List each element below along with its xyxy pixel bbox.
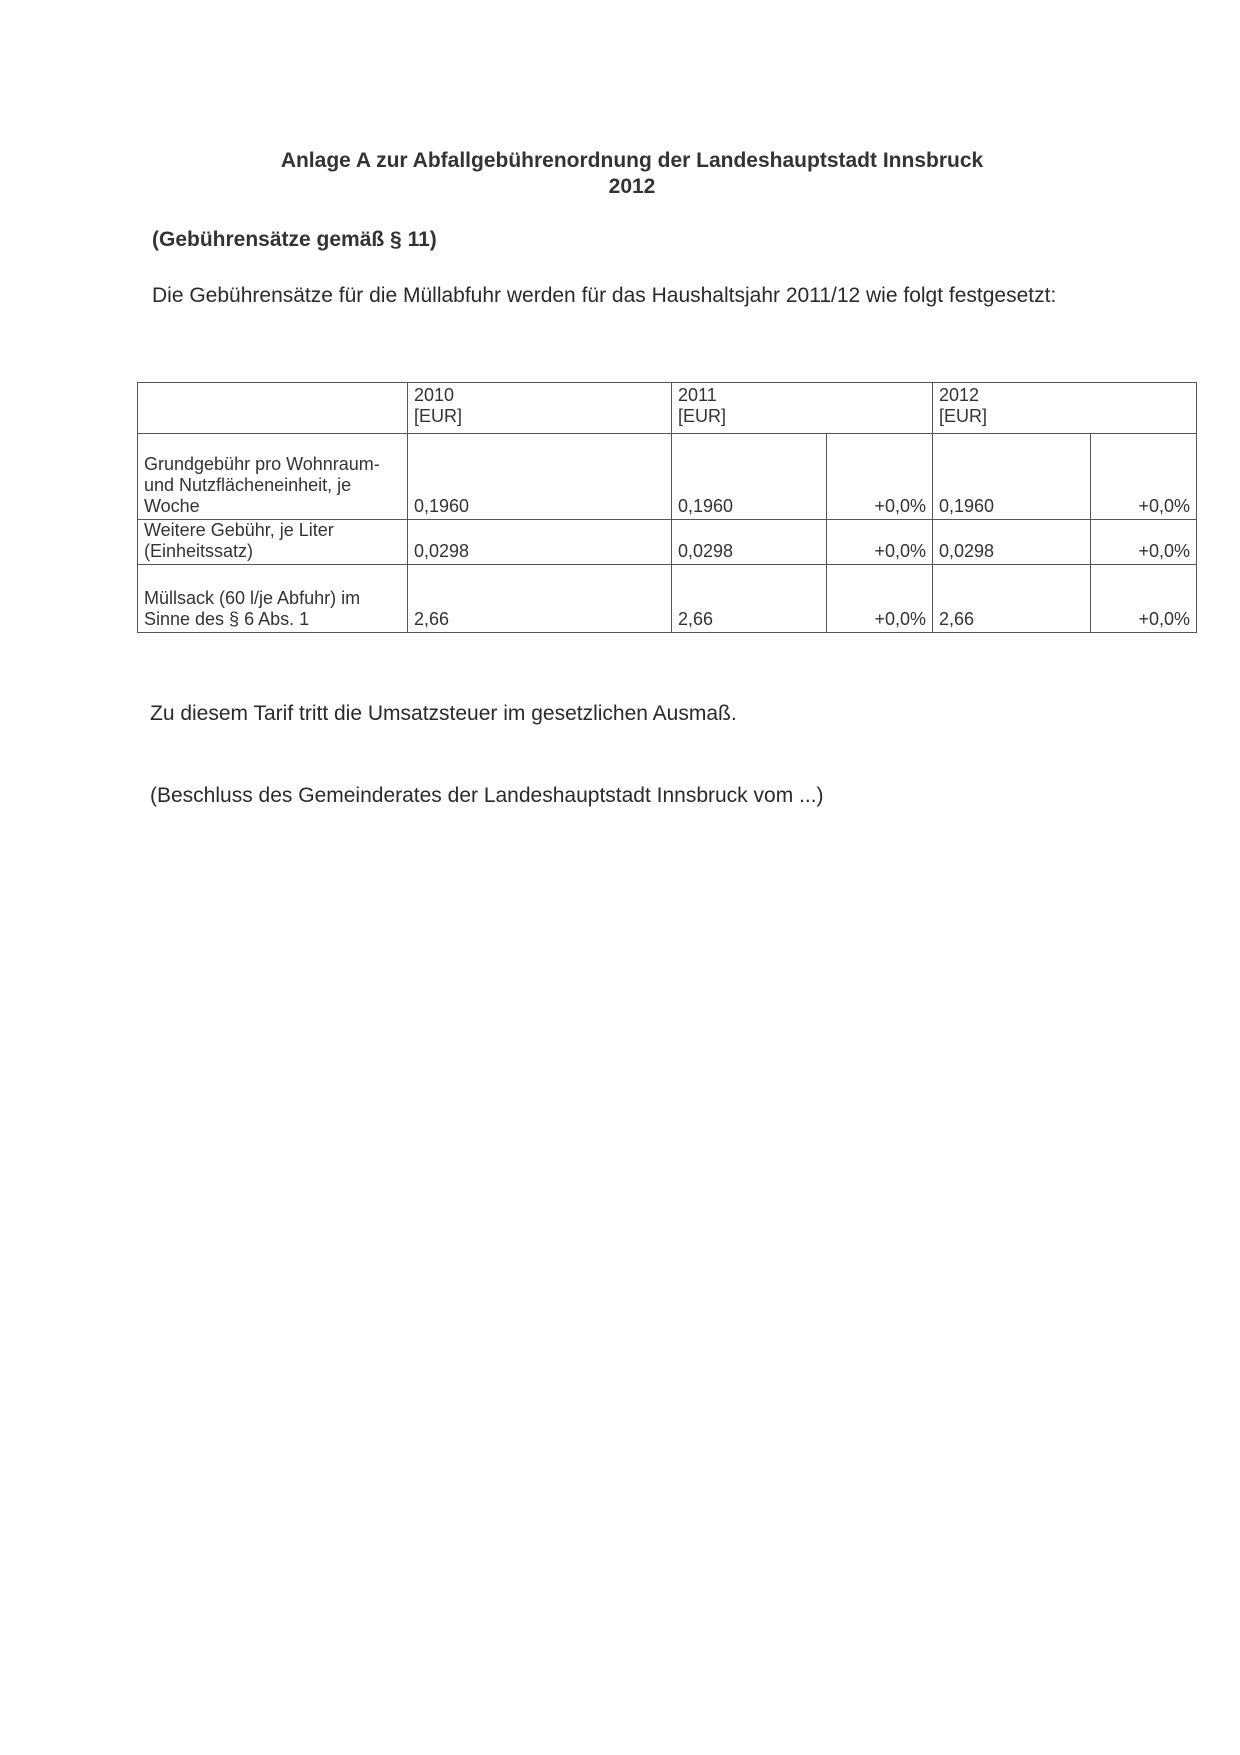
value-2011: 0,0298 — [672, 520, 827, 565]
fee-table — [137, 382, 1197, 633]
row-label: Müllsack (60 l/je Abfuhr) im Sinne des § 6 Abs. 1 — [138, 565, 408, 633]
change-2012: +0,0% — [1091, 565, 1197, 633]
document-subtitle: (Gebührensätze gemäß § 11) — [152, 228, 437, 251]
header-unit: [EUR] — [414, 406, 463, 426]
value-2010: 0,0298 — [408, 520, 672, 565]
table-row — [138, 434, 1197, 520]
document-title — [150, 148, 1114, 200]
header-unit: [EUR] — [939, 406, 988, 426]
value-2011: 2,66 — [672, 565, 827, 633]
header-2010 — [408, 383, 672, 434]
header-2012 — [933, 383, 1197, 434]
row-label: Grundgebühr pro Wohnraum- und Nutzflächeneinheit, je Woche — [138, 434, 408, 520]
table-row — [138, 520, 1197, 565]
value-2010: 2,66 — [408, 565, 672, 633]
value-2012: 0,0298 — [933, 520, 1091, 565]
value-2012: 2,66 — [933, 565, 1091, 633]
table-header-row — [138, 383, 1197, 434]
header-unit: [EUR] — [678, 406, 727, 426]
resolution-note: (Beschluss des Gemeinderates der Landeshauptstadt Innsbruck vom ...) — [150, 784, 824, 807]
title-line-1: Anlage A zur Abfallgebührenordnung der Landeshauptstadt Innsbruck — [280, 149, 984, 172]
value-2012: 0,1960 — [933, 434, 1091, 520]
value-2011: 0,1960 — [672, 434, 827, 520]
row-label: Weitere Gebühr, je Liter (Einheitssatz) — [138, 520, 408, 565]
header-year: 2011 — [678, 385, 717, 405]
change-2012: +0,0% — [1091, 434, 1197, 520]
change-2011: +0,0% — [827, 565, 933, 633]
header-year: 2012 — [939, 385, 980, 405]
title-line-2: 2012 — [608, 175, 656, 198]
tax-note: Zu diesem Tarif tritt die Umsatzsteuer im gesetzlichen Ausmaß. — [150, 702, 737, 725]
table-row — [138, 565, 1197, 633]
change-2011: +0,0% — [827, 434, 933, 520]
change-2012: +0,0% — [1091, 520, 1197, 565]
header-2011 — [672, 383, 933, 434]
change-2011: +0,0% — [827, 520, 933, 565]
header-year: 2010 — [414, 385, 455, 405]
value-2010: 0,1960 — [408, 434, 672, 520]
intro-paragraph: Die Gebührensätze für die Müllabfuhr werden für das Haushaltsjahr 2011/12 wie folgt festgesetzt: — [152, 284, 1057, 307]
header-empty-cell — [138, 383, 408, 434]
